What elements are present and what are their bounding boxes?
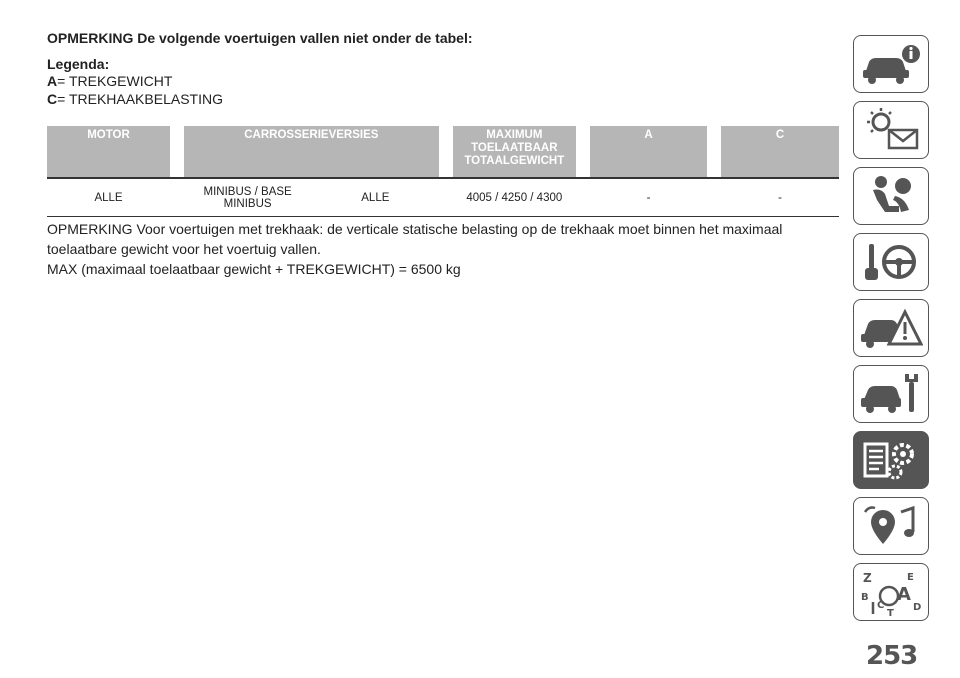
weights-table (47, 126, 839, 217)
header-versions: CARROSSERIEVERSIES (184, 126, 439, 179)
svg-text:E: E (907, 572, 914, 583)
tab-maintenance[interactable] (853, 365, 929, 423)
legend-text: = TREKGEWICHT (57, 73, 173, 89)
footnote-1: OPMERKING Voor voertuigen met trekhaak: de verticale statische belasting op de trekhaak moet binnen het maximaal toelaatbare gewicht voor het voertuig vallen. (47, 221, 783, 257)
legend-key: A (47, 73, 58, 89)
legend-item-a (47, 72, 839, 90)
header-gap (707, 126, 721, 179)
seat-airbag-icon (859, 172, 923, 220)
cell-gap (439, 179, 453, 217)
table-header-row (47, 126, 839, 179)
car-wrench-icon (859, 370, 923, 418)
tab-multimedia[interactable] (853, 497, 929, 555)
cell-version-1: MINIBUS / BASE MINIBUS (184, 179, 312, 217)
cell-gap (576, 179, 590, 217)
media-navigation-icon (859, 502, 923, 550)
alphabetical-index-icon (859, 568, 923, 616)
cell-gap (170, 179, 184, 217)
svg-text:A: A (897, 584, 911, 605)
cell-gap (707, 179, 721, 217)
svg-text:D: D (913, 602, 922, 613)
tab-technical-data[interactable] (853, 431, 929, 489)
legend-text: = TREKHAAKBELASTING (57, 91, 223, 107)
svg-text:T: T (887, 608, 894, 616)
svg-text:C: C (877, 600, 885, 611)
tab-lights-messages[interactable] (853, 101, 929, 159)
tab-emergency[interactable] (853, 299, 929, 357)
cell-version-2: ALLE (312, 179, 439, 217)
header-gap (576, 126, 590, 179)
page-number: 253 (866, 641, 918, 671)
header-c: C (721, 126, 839, 179)
cell-max-weight: 4005 / 4250 / 4300 (453, 179, 576, 217)
tab-safety[interactable] (853, 167, 929, 225)
specs-gear-icon (859, 436, 923, 484)
svg-text:Z: Z (863, 571, 872, 585)
header-motor: MOTOR (47, 126, 170, 179)
car-info-icon (859, 40, 923, 88)
document-content (47, 30, 839, 279)
tab-index[interactable] (853, 563, 929, 621)
key-steering-wheel-icon (859, 238, 923, 286)
car-warning-icon (859, 304, 923, 352)
table-row (47, 179, 839, 217)
light-message-icon (859, 106, 923, 154)
header-a: A (590, 126, 708, 179)
footnote-2: MAX (maximaal toelaatbaar gewicht + TREKGEWICHT) = 6500 kg (47, 261, 461, 277)
cell-motor: ALLE (47, 179, 170, 217)
legend-title: Legenda: (47, 56, 110, 72)
legend-key: C (47, 91, 58, 107)
header-max-weight: MAXIMUM TOELAATBAAR TOTAALGEWICHT (453, 126, 576, 179)
header-gap (439, 126, 453, 179)
tab-starting-driving[interactable] (853, 233, 929, 291)
svg-text:B: B (861, 592, 869, 603)
header-gap (170, 126, 184, 179)
cell-a: - (590, 179, 708, 217)
legend-item-c (47, 90, 839, 108)
tab-car-info[interactable] (853, 35, 929, 93)
note-title: OPMERKING De volgende voertuigen vallen niet onder de tabel: (47, 30, 473, 46)
cell-c: - (721, 179, 839, 217)
